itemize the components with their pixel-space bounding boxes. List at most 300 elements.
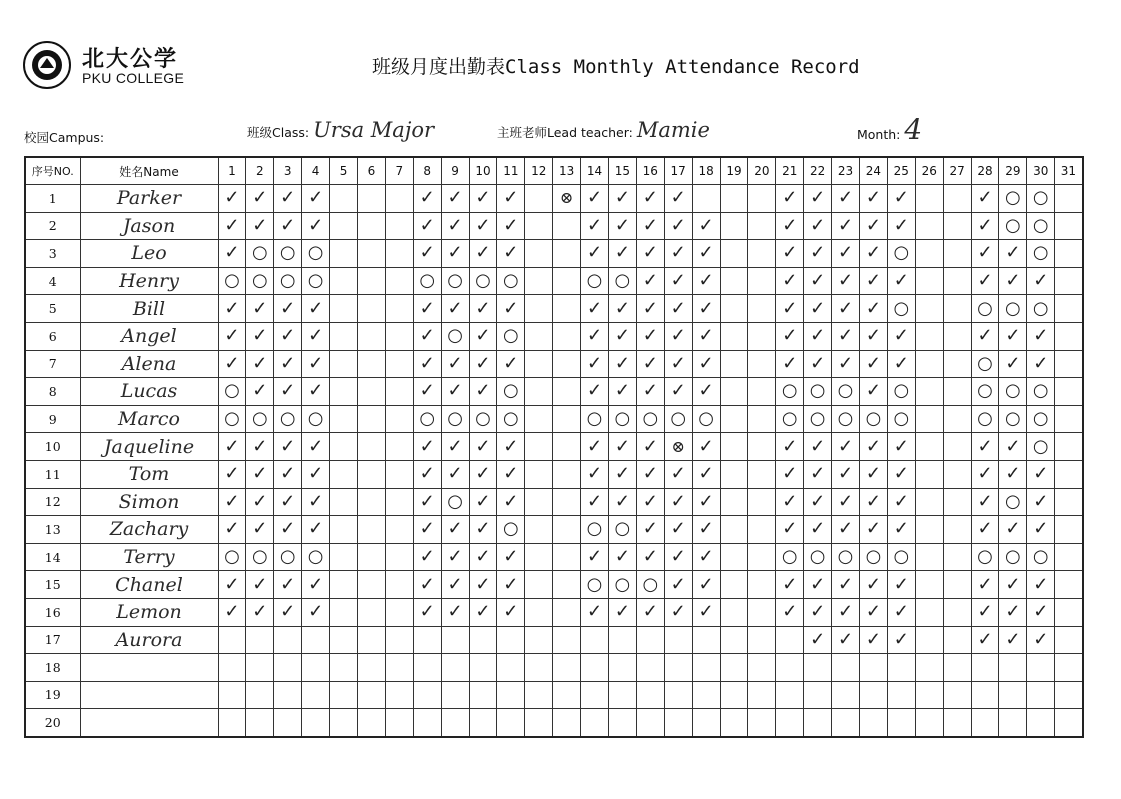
table-row — [25, 212, 1083, 240]
present-check-mark: ✓ — [859, 322, 887, 350]
empty-cell — [943, 378, 971, 406]
present-check-mark: ✓ — [497, 543, 525, 571]
present-check-mark: ✓ — [887, 626, 915, 654]
empty-cell — [748, 709, 776, 737]
present-check-mark: ✓ — [636, 543, 664, 571]
present-check-mark: ✓ — [999, 322, 1027, 350]
empty-cell — [720, 654, 748, 682]
empty-cell — [497, 709, 525, 737]
present-check-mark: ✓ — [832, 212, 860, 240]
present-check-mark: ✓ — [832, 488, 860, 516]
empty-cell — [859, 654, 887, 682]
absent-circle-mark: ○ — [608, 267, 636, 295]
present-check-mark: ✓ — [887, 460, 915, 488]
empty-cell — [497, 654, 525, 682]
empty-cell — [330, 433, 358, 461]
present-check-mark: ✓ — [469, 488, 497, 516]
row-number: 12 — [25, 488, 80, 516]
empty-cell — [832, 654, 860, 682]
absent-circle-mark: ○ — [1027, 185, 1055, 213]
empty-cell — [581, 654, 609, 682]
day-header: 5 — [330, 157, 358, 185]
empty-cell — [943, 405, 971, 433]
empty-cell — [1055, 322, 1083, 350]
empty-cell — [302, 709, 330, 737]
present-check-mark: ✓ — [469, 433, 497, 461]
empty-cell — [1055, 488, 1083, 516]
empty-cell — [525, 378, 553, 406]
present-check-mark: ✓ — [441, 516, 469, 544]
empty-cell — [330, 460, 358, 488]
absent-circle-mark: ○ — [246, 405, 274, 433]
empty-cell — [971, 654, 999, 682]
absent-circle-mark: ○ — [1027, 433, 1055, 461]
present-check-mark: ✓ — [274, 488, 302, 516]
present-check-mark: ✓ — [246, 598, 274, 626]
day-header: 26 — [915, 157, 943, 185]
empty-cell — [497, 681, 525, 709]
lead-teacher-value: Mamie — [636, 118, 710, 142]
present-check-mark: ✓ — [1027, 488, 1055, 516]
present-check-mark: ✓ — [776, 488, 804, 516]
present-check-mark: ✓ — [581, 488, 609, 516]
lead-teacher-label: 主班老师Lead teacher: — [497, 125, 633, 140]
present-check-mark: ✓ — [776, 516, 804, 544]
present-check-mark: ✓ — [218, 433, 246, 461]
present-check-mark: ✓ — [497, 460, 525, 488]
present-check-mark: ✓ — [692, 212, 720, 240]
absent-circle-mark: ○ — [441, 405, 469, 433]
empty-cell — [692, 654, 720, 682]
present-check-mark: ✓ — [887, 571, 915, 599]
present-check-mark: ✓ — [274, 598, 302, 626]
empty-cell — [330, 405, 358, 433]
empty-cell — [943, 598, 971, 626]
absent-circle-mark: ○ — [441, 488, 469, 516]
empty-cell — [302, 681, 330, 709]
present-check-mark: ✓ — [469, 571, 497, 599]
empty-cell — [469, 709, 497, 737]
row-number: 20 — [25, 709, 80, 737]
day-header: 16 — [636, 157, 664, 185]
present-check-mark: ✓ — [469, 212, 497, 240]
class-label: 班级Class: — [247, 125, 310, 140]
empty-cell — [748, 433, 776, 461]
day-header: 17 — [664, 157, 692, 185]
present-check-mark: ✓ — [971, 488, 999, 516]
absent-circle-mark: ○ — [302, 543, 330, 571]
empty-cell — [274, 709, 302, 737]
empty-cell — [804, 654, 832, 682]
empty-cell — [720, 405, 748, 433]
empty-cell — [525, 322, 553, 350]
day-header: 6 — [357, 157, 385, 185]
present-check-mark: ✓ — [636, 350, 664, 378]
empty-cell — [915, 212, 943, 240]
present-check-mark: ✓ — [497, 212, 525, 240]
empty-cell — [218, 681, 246, 709]
day-header: 31 — [1055, 157, 1083, 185]
absent-circle-mark: ○ — [1027, 295, 1055, 323]
empty-cell — [385, 709, 413, 737]
empty-cell — [943, 350, 971, 378]
empty-cell — [330, 212, 358, 240]
empty-cell — [720, 516, 748, 544]
absent-circle-mark: ○ — [971, 543, 999, 571]
absent-circle-mark: ○ — [804, 405, 832, 433]
empty-cell — [525, 185, 553, 213]
absent-circle-mark: ○ — [999, 185, 1027, 213]
present-check-mark: ✓ — [664, 543, 692, 571]
document-title: 班级月度出勤表Class Monthly Attendance Record — [372, 56, 860, 78]
empty-cell — [915, 295, 943, 323]
present-check-mark: ✓ — [246, 295, 274, 323]
empty-cell — [692, 709, 720, 737]
present-check-mark: ✓ — [971, 322, 999, 350]
present-check-mark: ✓ — [1027, 460, 1055, 488]
present-check-mark: ✓ — [971, 598, 999, 626]
row-number: 14 — [25, 543, 80, 571]
present-check-mark: ✓ — [274, 212, 302, 240]
present-check-mark: ✓ — [246, 378, 274, 406]
empty-cell — [553, 488, 581, 516]
present-check-mark: ✓ — [636, 185, 664, 213]
empty-cell — [246, 681, 274, 709]
present-check-mark: ✓ — [497, 433, 525, 461]
present-check-mark: ✓ — [469, 240, 497, 268]
empty-cell — [943, 681, 971, 709]
empty-cell — [748, 405, 776, 433]
empty-cell — [748, 350, 776, 378]
present-check-mark: ✓ — [581, 460, 609, 488]
empty-cell — [357, 654, 385, 682]
present-check-mark: ✓ — [581, 598, 609, 626]
present-check-mark: ✓ — [302, 185, 330, 213]
present-check-mark: ✓ — [581, 185, 609, 213]
present-check-mark: ✓ — [804, 571, 832, 599]
absent-circle-mark: ○ — [441, 322, 469, 350]
empty-cell — [357, 405, 385, 433]
empty-cell — [943, 212, 971, 240]
present-check-mark: ✓ — [776, 185, 804, 213]
day-header: 20 — [748, 157, 776, 185]
present-check-mark: ✓ — [608, 433, 636, 461]
student-name: Alena — [80, 350, 218, 378]
present-check-mark: ✓ — [469, 460, 497, 488]
empty-cell — [608, 626, 636, 654]
absent-circle-mark: ○ — [887, 295, 915, 323]
day-header: 24 — [859, 157, 887, 185]
absent-circle-mark: ○ — [832, 543, 860, 571]
empty-cell — [469, 681, 497, 709]
present-check-mark: ✓ — [302, 212, 330, 240]
present-check-mark: ✓ — [246, 212, 274, 240]
present-check-mark: ✓ — [413, 240, 441, 268]
present-check-mark: ✓ — [413, 212, 441, 240]
class-value: Ursa Major — [313, 118, 435, 142]
empty-cell — [748, 212, 776, 240]
present-check-mark: ✓ — [497, 488, 525, 516]
empty-cell — [1027, 681, 1055, 709]
present-check-mark: ✓ — [664, 267, 692, 295]
empty-cell — [915, 378, 943, 406]
empty-cell — [553, 460, 581, 488]
empty-cell — [636, 654, 664, 682]
present-check-mark: ✓ — [441, 598, 469, 626]
present-check-mark: ✓ — [859, 350, 887, 378]
present-check-mark: ✓ — [692, 295, 720, 323]
empty-cell — [385, 212, 413, 240]
empty-cell — [748, 378, 776, 406]
present-check-mark: ✓ — [999, 240, 1027, 268]
table-row — [25, 378, 1083, 406]
present-check-mark: ✓ — [887, 322, 915, 350]
empty-cell — [525, 460, 553, 488]
empty-cell — [692, 681, 720, 709]
empty-cell — [1055, 378, 1083, 406]
present-check-mark: ✓ — [887, 433, 915, 461]
empty-cell — [525, 405, 553, 433]
empty-cell — [385, 681, 413, 709]
row-number: 11 — [25, 460, 80, 488]
table-row — [25, 433, 1083, 461]
empty-cell — [357, 378, 385, 406]
empty-cell — [915, 185, 943, 213]
present-check-mark: ✓ — [581, 212, 609, 240]
class-field — [247, 118, 434, 142]
empty-cell — [553, 240, 581, 268]
present-check-mark: ✓ — [859, 267, 887, 295]
present-check-mark: ✓ — [413, 571, 441, 599]
student-name: Aurora — [80, 626, 218, 654]
empty-cell — [497, 626, 525, 654]
present-check-mark: ✓ — [804, 267, 832, 295]
present-check-mark: ✓ — [581, 433, 609, 461]
present-check-mark: ✓ — [859, 378, 887, 406]
empty-cell — [553, 267, 581, 295]
present-check-mark: ✓ — [971, 460, 999, 488]
present-check-mark: ✓ — [636, 212, 664, 240]
present-check-mark: ✓ — [664, 295, 692, 323]
present-check-mark: ✓ — [776, 571, 804, 599]
row-number: 13 — [25, 516, 80, 544]
empty-cell — [525, 350, 553, 378]
empty-cell — [804, 681, 832, 709]
empty-cell — [720, 681, 748, 709]
present-check-mark: ✓ — [971, 626, 999, 654]
empty-cell — [274, 681, 302, 709]
empty-cell — [804, 709, 832, 737]
empty-cell — [330, 295, 358, 323]
empty-cell — [385, 378, 413, 406]
present-check-mark: ✓ — [1027, 598, 1055, 626]
empty-cell — [357, 571, 385, 599]
college-logo — [22, 40, 192, 90]
day-header: 7 — [385, 157, 413, 185]
empty-cell — [1055, 543, 1083, 571]
empty-cell — [357, 598, 385, 626]
present-check-mark: ✓ — [413, 460, 441, 488]
empty-cell — [664, 626, 692, 654]
empty-cell — [330, 654, 358, 682]
table-header-row — [25, 157, 1083, 185]
empty-cell — [553, 405, 581, 433]
present-check-mark: ✓ — [608, 322, 636, 350]
empty-cell — [330, 488, 358, 516]
present-check-mark: ✓ — [832, 598, 860, 626]
present-check-mark: ✓ — [999, 433, 1027, 461]
logo-english-name: PKU COLLEGE — [82, 70, 185, 86]
empty-cell — [330, 322, 358, 350]
present-check-mark: ✓ — [636, 598, 664, 626]
present-check-mark: ✓ — [218, 516, 246, 544]
empty-cell — [664, 654, 692, 682]
empty-cell — [553, 571, 581, 599]
empty-cell — [357, 626, 385, 654]
absent-circle-mark: ○ — [999, 212, 1027, 240]
empty-cell — [581, 626, 609, 654]
absent-circle-mark: ○ — [469, 405, 497, 433]
empty-cell — [943, 709, 971, 737]
absent-circle-mark: ○ — [887, 405, 915, 433]
empty-cell — [1055, 185, 1083, 213]
absent-circle-mark: ○ — [999, 378, 1027, 406]
empty-cell — [859, 681, 887, 709]
empty-cell — [385, 626, 413, 654]
present-check-mark: ✓ — [887, 516, 915, 544]
present-check-mark: ✓ — [804, 322, 832, 350]
empty-cell — [692, 185, 720, 213]
empty-cell — [1055, 295, 1083, 323]
present-check-mark: ✓ — [859, 433, 887, 461]
present-check-mark: ✓ — [1027, 322, 1055, 350]
empty-cell — [748, 598, 776, 626]
empty-cell — [553, 709, 581, 737]
absent-circle-mark: ○ — [1027, 543, 1055, 571]
empty-cell — [915, 681, 943, 709]
empty-cell — [246, 709, 274, 737]
empty-cell — [553, 295, 581, 323]
present-check-mark: ✓ — [859, 240, 887, 268]
student-name: Jaqueline — [80, 433, 218, 461]
empty-cell — [1055, 654, 1083, 682]
present-check-mark: ✓ — [1027, 267, 1055, 295]
present-check-mark: ✓ — [469, 185, 497, 213]
absent-circle-mark: ○ — [832, 378, 860, 406]
empty-cell — [553, 516, 581, 544]
present-check-mark: ✓ — [776, 212, 804, 240]
empty-cell — [1055, 350, 1083, 378]
empty-cell — [748, 626, 776, 654]
attendance-table — [24, 156, 1084, 738]
empty-cell — [330, 185, 358, 213]
empty-cell — [357, 212, 385, 240]
day-header: 27 — [943, 157, 971, 185]
college-seal-icon — [22, 40, 72, 90]
absent-circle-mark: ○ — [776, 405, 804, 433]
student-name: Parker — [80, 185, 218, 213]
present-check-mark: ✓ — [469, 598, 497, 626]
present-check-mark: ✓ — [692, 488, 720, 516]
empty-cell — [748, 681, 776, 709]
absent-circle-mark: ○ — [497, 516, 525, 544]
present-check-mark: ✓ — [218, 185, 246, 213]
present-check-mark: ✓ — [497, 185, 525, 213]
absent-circle-mark: ○ — [971, 295, 999, 323]
absent-circle-mark: ○ — [999, 488, 1027, 516]
table-row — [25, 681, 1083, 709]
present-check-mark: ✓ — [302, 322, 330, 350]
present-check-mark: ✓ — [776, 598, 804, 626]
absent-circle-mark: ○ — [832, 405, 860, 433]
empty-cell — [385, 598, 413, 626]
empty-cell — [553, 212, 581, 240]
empty-cell — [357, 295, 385, 323]
present-check-mark: ✓ — [413, 598, 441, 626]
present-check-mark: ✓ — [971, 516, 999, 544]
empty-cell — [720, 571, 748, 599]
present-check-mark: ✓ — [274, 322, 302, 350]
present-check-mark: ✓ — [971, 433, 999, 461]
absent-circle-mark: ○ — [274, 543, 302, 571]
table-row — [25, 709, 1083, 737]
present-check-mark: ✓ — [859, 571, 887, 599]
empty-cell — [525, 212, 553, 240]
present-check-mark: ✓ — [887, 212, 915, 240]
absent-circle-mark: ○ — [664, 405, 692, 433]
present-check-mark: ✓ — [581, 322, 609, 350]
present-check-mark: ✓ — [302, 433, 330, 461]
absent-circle-mark: ○ — [692, 405, 720, 433]
present-check-mark: ✓ — [636, 295, 664, 323]
present-check-mark: ✓ — [971, 212, 999, 240]
empty-cell — [1055, 681, 1083, 709]
present-check-mark: ✓ — [218, 460, 246, 488]
empty-cell — [720, 295, 748, 323]
empty-cell — [915, 350, 943, 378]
present-check-mark: ✓ — [664, 240, 692, 268]
empty-cell — [720, 598, 748, 626]
empty-cell — [776, 709, 804, 737]
present-check-mark: ✓ — [999, 626, 1027, 654]
empty-cell — [1055, 267, 1083, 295]
present-check-mark: ✓ — [441, 185, 469, 213]
present-check-mark: ✓ — [804, 240, 832, 268]
present-check-mark: ✓ — [469, 543, 497, 571]
present-check-mark: ✓ — [218, 322, 246, 350]
empty-cell — [915, 516, 943, 544]
month-label: Month: — [857, 127, 901, 142]
present-check-mark: ✓ — [1027, 516, 1055, 544]
attendance-rows — [25, 185, 1083, 737]
present-check-mark: ✓ — [469, 350, 497, 378]
absent-circle-mark: ○ — [999, 295, 1027, 323]
day-header: 9 — [441, 157, 469, 185]
present-check-mark: ✓ — [274, 460, 302, 488]
present-check-mark: ✓ — [302, 571, 330, 599]
present-check-mark: ✓ — [497, 240, 525, 268]
absent-circle-mark: ○ — [497, 405, 525, 433]
present-check-mark: ✓ — [999, 598, 1027, 626]
empty-cell — [915, 543, 943, 571]
empty-cell — [553, 433, 581, 461]
present-check-mark: ✓ — [413, 488, 441, 516]
empty-cell — [720, 212, 748, 240]
day-header: 22 — [804, 157, 832, 185]
empty-cell — [915, 405, 943, 433]
row-number: 19 — [25, 681, 80, 709]
present-check-mark: ✓ — [832, 322, 860, 350]
